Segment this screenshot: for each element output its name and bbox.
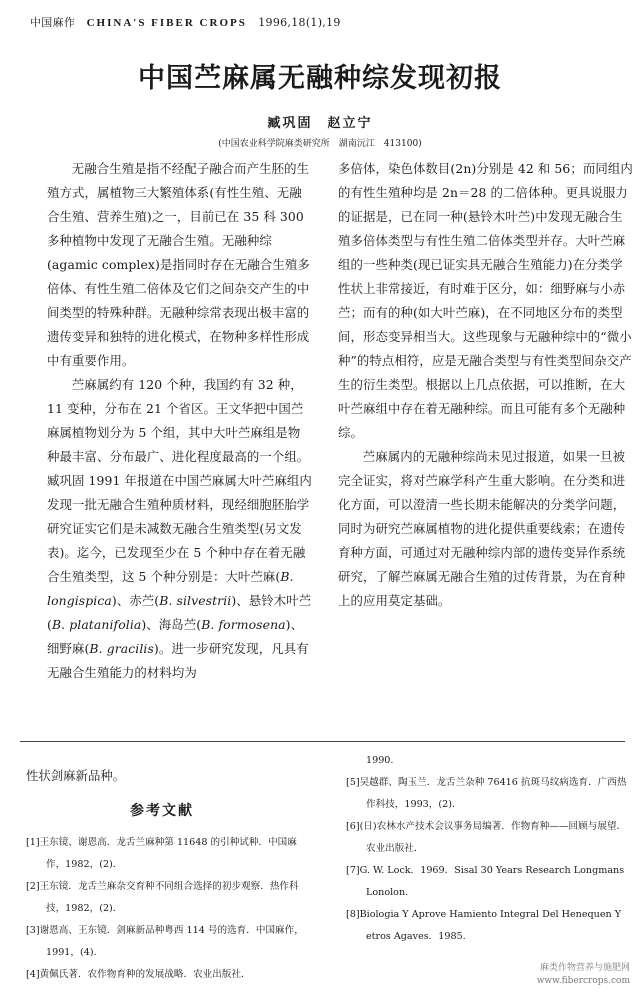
paragraph-2-text-c: )、悬铃木叶苎(: [47, 593, 312, 632]
paragraph-2-text-f: )。进一步研究发现，凡具有无融合生殖能力的材料均为: [47, 641, 309, 680]
reference-item: [1]王东镜、谢恩高．龙舌兰麻种第 11648 的引种试种．中国麻作，1982，(2)．: [26, 837, 297, 870]
paragraph-2-text-e: )、细野麻(: [47, 617, 304, 656]
paragraph-2-text-a: 苎麻属约有 120 个种，我国约有 32 种，11 变种，分布在 21 个省区。王文华把中国苎麻属植物划分为 5 个组，其中大叶苎麻组是物种最丰富、分布最广、进化程度最高的一个组。臧巩固 1991 年报道在中国苎麻属大叶苎麻组内发现一批无融合生殖种质材料，现经细胞胚胎学研究证实它们是未减数无融合生殖类型(另文发表)。迄今，已发现至少在 5 个种中存在着无融合生殖类型，这 5 个种分别是：大叶苎麻(: [47, 377, 312, 584]
paragraph-2-text-b: )、赤苎(: [111, 593, 160, 608]
reference-item: [8]Biologia Y Aprove Hamiento Integral Del Henequen Y etros Agaves．1985.: [346, 909, 622, 942]
watermark-site-name: 麻类作物营养与施肥网: [539, 963, 630, 973]
watermark: [537, 962, 630, 988]
references-left-column: [26, 832, 316, 986]
species-name-3: B. platanifolia: [51, 617, 142, 632]
paragraph-1: 无融合生殖是指不经配子融合而产生胚的生殖方式，属植物三大繁殖体系(有性生殖、无融合生殖、营养生殖)之一，目前已在 35 科 300 多种植物中发现了无融合生殖。无融种综(agamic complex)是指同时存在无融合生殖多倍体、有性生殖二倍体及它们之间杂交产生的中间类型的特殊种群。无融种综常表现出极丰富的遗传变异和独特的进化模式，在物种多样性形成中有重要作用。: [47, 161, 310, 368]
references-right-column: [346, 750, 634, 948]
paragraph-2: [47, 373, 312, 685]
paper-affiliation: (中国农业科学院麻类研究所 湖南沅江 413100): [218, 139, 422, 149]
species-name-2: B. silvestrii: [159, 593, 232, 608]
species-name-4: B. formosena: [201, 617, 286, 632]
body-left-column: [47, 157, 312, 685]
paragraph-2-text-d: )、海岛苎(: [141, 617, 202, 632]
species-name-1: B. longispica: [47, 569, 294, 608]
section-divider: [20, 741, 625, 742]
reference-item: [2]王东镜．龙舌兰麻杂交育种不同组合选择的初步观察．热作科技，1982，(2)．: [26, 881, 299, 914]
journal-header: [30, 14, 341, 30]
journal-issue: 1996,18(1),19: [258, 16, 341, 29]
reference-item: [4]黄佩氏著．农作物育种的发展战略．农业出版社．: [26, 969, 251, 980]
body-right-column: [338, 157, 633, 613]
references-heading: 参考文献: [130, 803, 194, 819]
paper-title: 中国苎麻属无融种综发现初报: [138, 63, 502, 94]
paragraph-3: 苎麻属内的无融种综尚未见过报道，如果一旦被完全证实，将对苎麻学科产生重大影响。在分类和进化方面，可以澄清一些长期未能解决的分类学问题，同时为研究苎麻属植物的进化提供重要线索；在遗传育种方面，可通过对无融种综内部的遗传变异作系统研究，了解苎麻属无融合生殖的过传背景，为在育种上的应用莫定基础。: [338, 449, 626, 608]
journal-name-en: CHINA'S FIBER CROPS: [86, 17, 247, 29]
reference-item-continued: 1990.: [366, 755, 394, 766]
paragraph-2-continued: 多倍体，染色体数目(2n)分别是 42 和 56；而同组内的有性生殖种均是 2n＝28 的二倍体种。更具说服力的证据是，已在同一种(悬铃木叶苎)中发现无融合生殖多倍体类型与有性生殖二倍体类型并存。大叶苎麻组的一些种类(现已证实具无融合生殖能力)在分类学性状上非常接近，有时难于区分，如：细野麻与小赤苎；而有的种(如大叶苎麻)，在不同地区分布的类型间，形态变异相当大。这些现象与无融种综中的“微小种”的特点相符，应是无融合类型与有性类型间杂交产生的衍生类型。根据以上几点依据，可以推断，在大叶苎麻组中存在着无融种综。而且可能有多个无融种综。: [338, 161, 633, 440]
reference-item: [5]吴越群、陶玉兰．龙舌兰杂种 76416 抗斑马纹病选育．广西热作科技，1993，(2)．: [346, 777, 627, 810]
species-name-5: B. gracilis: [89, 641, 154, 656]
watermark-url: www.fibercrops.com: [536, 976, 630, 986]
journal-name-cn: 中国麻作: [30, 16, 76, 29]
footnote-tail-text: 性状剑麻新品种。: [26, 768, 126, 783]
reference-item: [3]谢恩高、王东镜．剑麻新品种粤西 114 号的选育．中国麻作，1991，(4)．: [26, 925, 304, 958]
reference-item: [7]G. W. Lock．1969．Sisal 30 Years Research Longmans Lonolon.: [346, 865, 625, 898]
paper-authors: 臧巩固 赵立宁: [267, 116, 373, 131]
reference-item: [6](日)农林水产技术会议事务局编著．作物育种——回顾与展望．农业出版社．: [346, 821, 627, 854]
